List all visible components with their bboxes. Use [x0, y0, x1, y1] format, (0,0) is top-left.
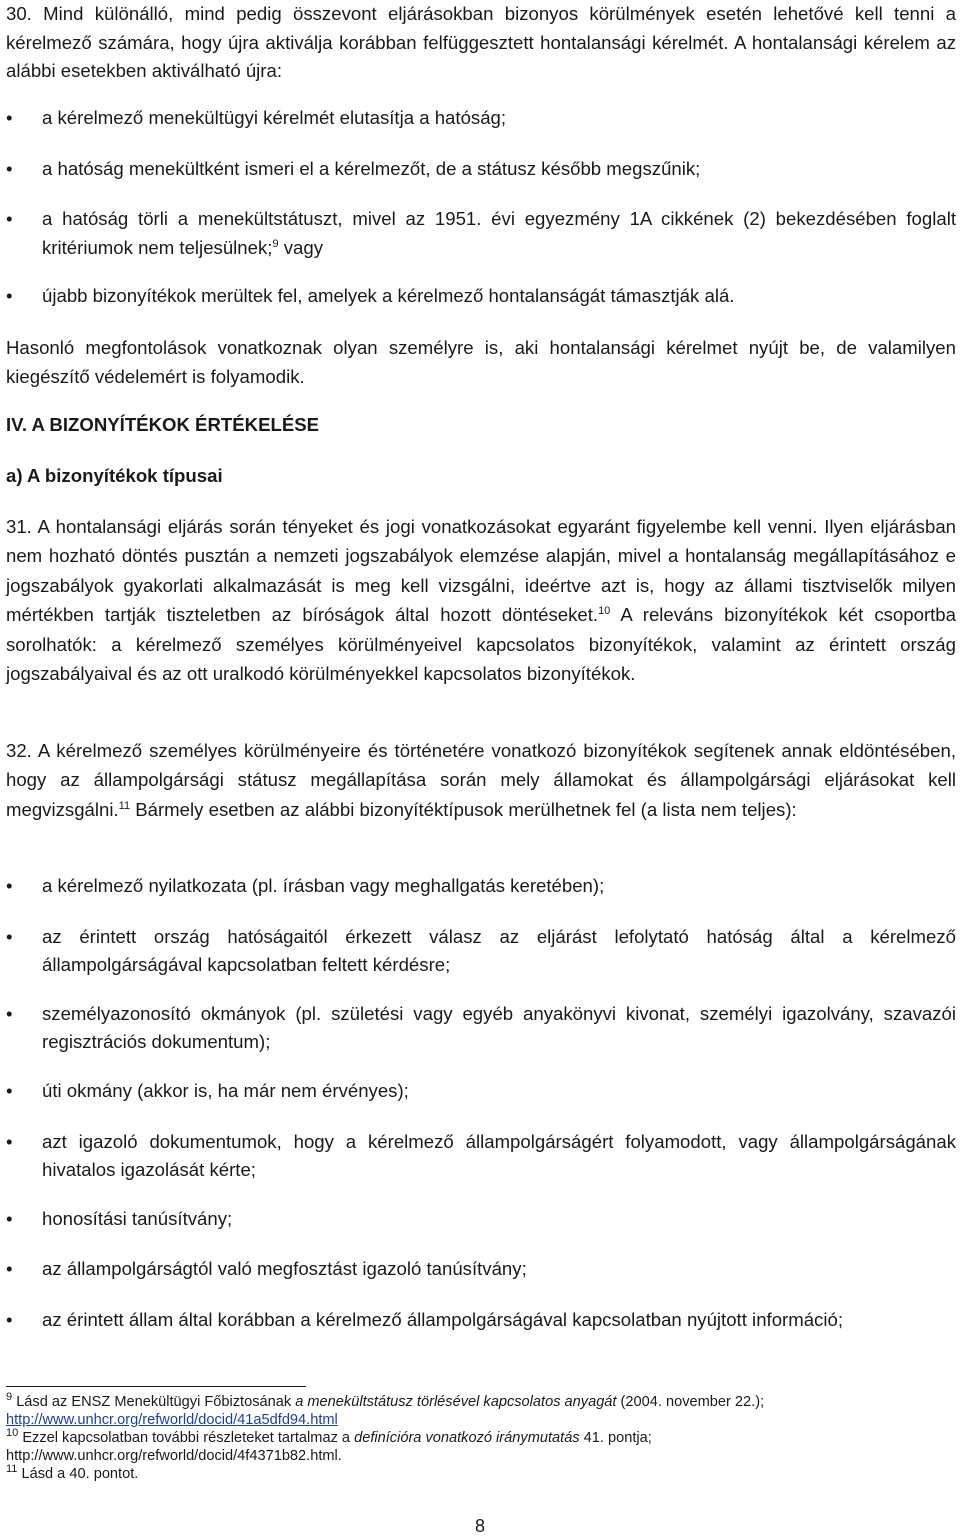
- bullet-icon: •: [6, 875, 13, 896]
- footnote-10: [6, 1429, 956, 1465]
- footnotes: [6, 1386, 956, 1483]
- footnote-italic: a menekültstátusz törlésével kapcsolatos anyagát: [295, 1394, 617, 1410]
- paragraph-32-text: 32. A kérelmező személyes körülményeire és történetére vonatkozó bizonyítékok segítenek annak eldöntésében, hogy az állampolgársági státusz megállapítása során mely államokat és állampolgársági eljárásokat kell megvizsgálni.: [6, 740, 956, 820]
- footnote-text: Ezzel kapcsolatban további részleteket tartalmaz a: [22, 1430, 355, 1446]
- paragraph-30: 30. Mind különálló, mind pedig összevont eljárásokban bizonyos körülmények esetén lehetővé kell tenni a kérelmező számára, hogy újra aktiválja korábban felfüggesztett hontalansági kérelmét. A hontalansági kérelem az alábbi esetekben aktiválható újra:: [6, 3, 956, 82]
- list-item-text: a kérelmező nyilatkozata (pl. írásban vagy meghallgatás keretében);: [42, 875, 605, 896]
- footnote-number: 10: [6, 1427, 19, 1440]
- footnote-ref-9[interactable]: 9: [272, 237, 279, 250]
- list-item: [6, 923, 956, 980]
- footnote-url: http://www.unhcr.org/refworld/docid/4f4371b82.html.: [6, 1448, 342, 1464]
- list-item-text: úti okmány (akkor is, ha már nem érvényes);: [42, 1079, 409, 1101]
- footnote-9: [6, 1393, 956, 1429]
- list-item-text: személyazonosító okmányok (pl. születési vagy egyéb anyakönyvi kivonat, személyi igazolvány, szavazói regisztrációs dokumentum);: [42, 1002, 956, 1053]
- paragraph-32: [6, 736, 956, 824]
- bullet-icon: •: [6, 1079, 13, 1101]
- list-item: [6, 872, 956, 901]
- list-item-text: a hatóság törli a menekültstátuszt, mivel az 1951. évi egyezmény 1A cikkének (2) bekezdésében foglalt kritériumok nem teljesülnek;: [42, 208, 956, 258]
- list-item-text: honosítási tanúsítvány;: [42, 1207, 233, 1229]
- paragraph-31-text: 31. A hontalansági eljárás során tényeket és jogi vonatkozásokat egyaránt figyelembe kell venni. Ilyen eljárásban nem hozható döntés pusztán a nemzeti jogszabályok elemzése alapján, mivel a hontalanság megállapításához e jogszabályok gyakorlati alkalmazását is meg kell vizsgálni, ideértve azt is, hogy az állami tisztviselők milyen mértékben tartják tiszteletben az bíróságok által hozott döntéseket.: [6, 516, 956, 626]
- bullet-icon: •: [6, 107, 13, 128]
- list-item-text: az állampolgárságtól való megfosztást igazoló tanúsítvány;: [42, 1258, 527, 1280]
- bullet-icon: •: [6, 1002, 13, 1024]
- reactivation-list: [6, 104, 956, 311]
- paragraph-31-text-after: A releváns bizonyítékok két csoportba sorolhatók: a kérelmező személyes körülményeivel kapcsolatos bizonyítékok, valamint az érintett ország jogszabályaival és az ott uralkodó körülményekkel kapcsolatos bizonyítékok.: [6, 604, 956, 685]
- evidence-list: [6, 872, 956, 1335]
- list-item: [6, 205, 956, 262]
- list-item: [6, 1077, 956, 1106]
- footnote-text: Lásd az ENSZ Menekültügyi Főbiztosának: [16, 1394, 296, 1410]
- footnote-link[interactable]: http://www.unhcr.org/refworld/docid/41a5dfd94.html: [6, 1412, 338, 1428]
- bullet-icon: •: [6, 1207, 13, 1229]
- list-item: [6, 1128, 956, 1185]
- list-item: [6, 1306, 956, 1335]
- footnote-text: Lásd a 40. pontot.: [21, 1466, 139, 1482]
- footnote-italic: definícióra vonatkozó iránymutatás: [354, 1430, 580, 1446]
- list-item: [6, 1205, 956, 1234]
- footnote-ref-10[interactable]: 10: [598, 605, 611, 618]
- list-item-text: a kérelmező menekültügyi kérelmét elutasítja a hatóság;: [42, 107, 507, 128]
- footnote-divider: [6, 1386, 306, 1387]
- bullet-icon: •: [6, 1130, 13, 1152]
- list-item-text: a hatóság menekültként ismeri el a kérelmezőt, de a státusz később megszűnik;: [42, 157, 701, 179]
- paragraph-32-text-after: Bármely esetben az alábbi bizonyítéktípusok merülhetnek fel (a lista nem teljes):: [130, 798, 797, 820]
- list-item-text: azt igazoló dokumentumok, hogy a kérelmező állampolgárságért folyamodott, vagy állampolgárságának hivatalos igazolását kérte;: [42, 1130, 956, 1181]
- footnote-ref-11[interactable]: 11: [118, 799, 131, 812]
- list-item: [6, 282, 956, 311]
- list-item-text: az érintett ország hatóságaitól érkezett válasz az eljárást lefolytató hatóság által a kérelmező állampolgárságával kapcsolatban feltett kérdésre;: [42, 925, 956, 976]
- bullet-icon: •: [6, 925, 13, 947]
- bullet-icon: •: [6, 208, 13, 230]
- footnote-text-after: (2004. november 22.);: [616, 1394, 765, 1410]
- bullet-icon: •: [6, 157, 13, 179]
- paragraph-31: [6, 512, 956, 688]
- section-heading: IV. A BIZONYÍTÉKOK ÉRTÉKELÉSE: [6, 414, 320, 435]
- list-item: [6, 155, 956, 184]
- list-item-text-after: vagy: [278, 236, 324, 258]
- footnote-number: 9: [6, 1391, 13, 1404]
- bullet-icon: •: [6, 1258, 13, 1280]
- paragraph-hasonlo: Hasonló megfontolások vonatkoznak olyan személyre is, aki hontalansági kérelmet nyújt be, de valamilyen kiegészítő védelemért is folyamodik.: [6, 337, 956, 387]
- bullet-icon: •: [6, 285, 13, 307]
- page-number: 8: [474, 1516, 485, 1536]
- list-item-text: az érintett állam által korábban a kérelmező állampolgárságával kapcsolatban nyújtott információ;: [42, 1308, 843, 1330]
- list-item: [6, 1255, 956, 1284]
- list-item: [6, 1000, 956, 1057]
- subsection-heading: a) A bizonyítékok típusai: [6, 465, 223, 486]
- footnote-number: 11: [6, 1463, 18, 1476]
- footnote-11: [6, 1465, 956, 1483]
- list-item: [6, 104, 956, 133]
- bullet-icon: •: [6, 1308, 13, 1330]
- footnote-text-after: 41. pontja;: [579, 1430, 652, 1446]
- list-item-text: újabb bizonyítékok merültek fel, amelyek a kérelmező hontalanságát támasztják alá.: [42, 285, 735, 307]
